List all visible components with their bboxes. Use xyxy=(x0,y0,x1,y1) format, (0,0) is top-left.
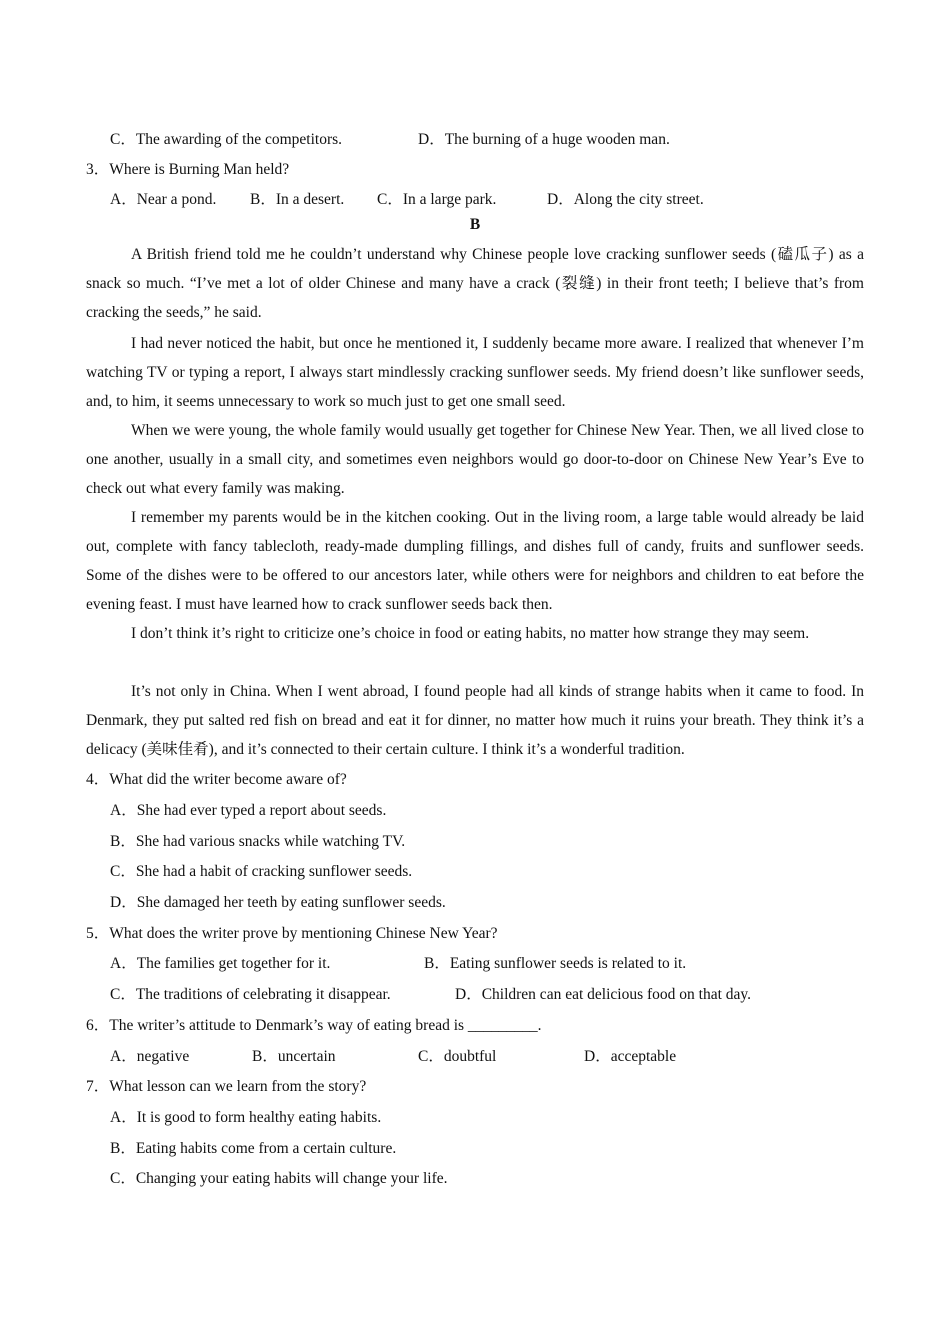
q3-option-a: A．Near a pond. xyxy=(110,191,217,208)
q5-option-d: D．Children can eat delicious food on that day. xyxy=(455,986,751,1003)
section-title: B xyxy=(469,216,481,233)
q5-option-c: C．The traditions of celebrating it disappear. xyxy=(110,986,391,1003)
q5-option-a: A．The families get together for it. xyxy=(110,955,331,972)
q3-option-c: C．In a large park. xyxy=(377,191,497,208)
q5-option-b: B．Eating sunflower seeds is related to it. xyxy=(424,955,687,972)
q4-stem: 4．What did the writer become aware of? xyxy=(86,771,347,788)
passage-paragraph-4: I remember my parents would be in the kitchen cooking. Out in the living room, a large table would already be laid out, complete with fancy tablecloth, ready-made dumpling fillings, and dishes full of candy, fruits and sunflower seeds. Some of the dishes were to be offered to our ancestors later, while others were for neighbors and children to eat before the evening feast. I must have learned how to crack sunflower seeds back then. xyxy=(86,509,864,613)
passage-paragraph-3: When we were young, the whole family would usually get together for Chinese New Year. Then, we all lived close to one another, usually in a small city, and sometimes even neighbors would go door-to-door on Chinese New Year’s Eve to check out what every family was making. xyxy=(86,422,864,497)
q3-stem: 3．Where is Burning Man held? xyxy=(86,161,290,178)
q4-option-c: C．She had a habit of cracking sunflower seeds. xyxy=(110,863,413,880)
q6-option-d: D．acceptable xyxy=(584,1048,677,1065)
q7-stem: 7．What lesson can we learn from the story? xyxy=(86,1078,367,1095)
passage-paragraph-2: I had never noticed the habit, but once he mentioned it, I suddenly became more aware. I realized that whenever I’m watching TV or typing a report, I always start mindlessly cracking sunflower seeds. My friend doesn’t like sunflower seeds, and, to him, it seems unnecessary to work so much just to get one small seed. xyxy=(86,335,864,410)
q4-option-d: D．She damaged her teeth by eating sunflower seeds. xyxy=(110,894,446,911)
q3-option-b: B．In a desert. xyxy=(250,191,345,208)
q6-option-c: C．doubtful xyxy=(418,1048,497,1065)
q7-option-b: B．Eating habits come from a certain culture. xyxy=(110,1140,397,1157)
q5-stem: 5．What does the writer prove by mentioning Chinese New Year? xyxy=(86,925,498,942)
q2-option-d: D．The burning of a huge wooden man. xyxy=(418,131,670,148)
q7-option-a: A．It is good to form healthy eating habits. xyxy=(110,1109,382,1126)
q7-option-c: C．Changing your eating habits will change your life. xyxy=(110,1170,448,1187)
q3-option-d: D．Along the city street. xyxy=(547,191,704,208)
q4-option-b: B．She had various snacks while watching TV. xyxy=(110,833,406,850)
q4-option-a: A．She had ever typed a report about seeds. xyxy=(110,802,387,819)
passage-paragraph-5: I don’t think it’s right to criticize one’s choice in food or eating habits, no matter how strange they may seem. xyxy=(131,625,810,642)
passage-paragraph-1: A British friend told me he couldn’t understand why Chinese people love cracking sunflower seeds (磕瓜子) as a snack so much. “I’ve met a lot of older Chinese and many have a crack (裂缝) in their front teeth; I believe that’s from cracking the seeds,” he said. xyxy=(86,246,864,321)
q6-stem: 6．The writer’s attitude to Denmark’s way of eating bread is _________. xyxy=(86,1017,542,1034)
q6-option-b: B．uncertain xyxy=(252,1048,336,1065)
q2-option-c: C．The awarding of the competitors. xyxy=(110,131,343,148)
q6-option-a: A．negative xyxy=(110,1048,190,1065)
passage-paragraph-6: It’s not only in China. When I went abroad, I found people had all kinds of strange habits when it came to food. In Denmark, they put salted red fish on bread and eat it for dinner, no matter how much it ruins your breath. They think it’s a delicacy (美味佳肴), and it’s connected to their certain culture. I think it’s a wonderful tradition. xyxy=(86,683,864,758)
